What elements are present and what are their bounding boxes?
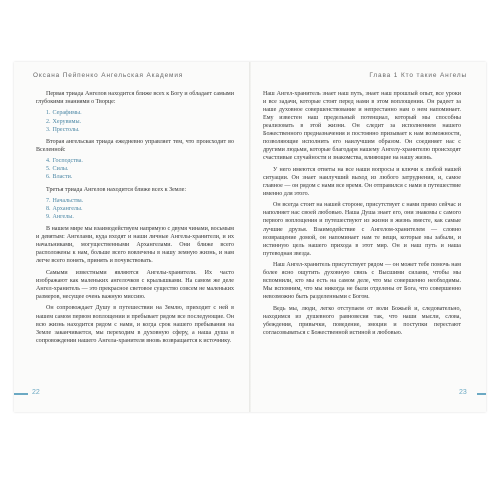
paragraph: Он сопровождает Душу в путешествии на Землю, приходит с ней в нашем самом первом воплощении и пребывает рядом все последующие. Он всю жизнь находится рядом с нами, и когда срок нашего пребывания на Земле заканчивается, мы переходим в духовную сферу, а наша душа в сопровождении нашего Ангела-хранителя вновь возвращается к источнику. xyxy=(36,305,234,344)
list-text: Господства. xyxy=(52,158,83,165)
right-page-text xyxy=(263,90,461,340)
list-text: Архангелы. xyxy=(52,206,83,213)
rank-list-item xyxy=(46,197,234,205)
rank-list xyxy=(36,109,234,133)
paragraph: Он всегда стоит на нашей стороне, присутствует с нами прямо сейчас и наполняет нас своей любовью. Наша Душа знает его, они знакомы с самого первого воплощения и путешествуют из жизни в жизнь вместе, как самые лучшие друзья. Взаимодействие с Ангелом-хранителем — словно возвращение домой, он напоминает нам те вещи, которые мы забыли, и истинную цель нашего прихода в этот мир. Он и наш путь и наша путеводная звезда. xyxy=(263,202,461,257)
rank-list-item xyxy=(46,157,234,165)
list-number: 8. xyxy=(46,206,51,213)
list-text: Ангелы. xyxy=(52,214,74,221)
rank-list xyxy=(36,157,234,181)
left-page-text xyxy=(36,90,234,348)
paragraph: Ведь мы, люди, легко отступаем от воли Божьей и, следовательно, находимся из душевного равновесия так, что наши мысли, слова, убеждения, привычки, поведение, эмоции и поступки перестают согласовываться с Божественной истиной и любовью. xyxy=(263,305,461,336)
paragraph: У него имеются ответы на все наши вопросы и ключи к любой нашей ситуации. Он знает наилучший выход из любого затруднения, и, самое главное — он рядом с нами все время. Он отправился с нами в путешествие именно для этого. xyxy=(263,166,461,197)
list-number: 3. xyxy=(46,126,51,133)
paragraph: Первая триада Ангелов находится ближе всех к Богу и обладает самыми глубокими знаниями о Творце: xyxy=(36,91,234,106)
rank-list-item xyxy=(46,173,234,181)
paragraph: Наш Ангел-хранитель знает наш путь, знает наш прошлый опыт, все уроки и все задачи, которые стоят перед нами в этом воплощении. Он радеет за наше духовное совершенствование и непрестанно нам о нем напоминает. Ему известен наш предельный потенциал, который мы способны реализовать в этой жизни. Он следит за исполнением нашего Божественного предназначения и постоянно призывает к нам возможности, позволяющие исполнить его наилучшим образом. Он соединяет нас с другими людьми, которые благодаря нашему Ангелу-хранителю происходят счастливые случайности и знакомства, влияющие на нашу жизнь. xyxy=(263,91,461,162)
list-number: 4. xyxy=(46,158,51,165)
page-number-right: 23 xyxy=(459,389,467,396)
paragraph: Вторая ангельская триада ежедневно управляет тем, что происходит во Вселенной: xyxy=(36,138,234,153)
paragraph: В нашем мире мы взаимодействуем напрямую с двумя чинами, восьмым и девятым: Ангелами, куда входят и наши личные Ангелы-хранители, и их начальниками, могущественными Архангелами. Они ближе всего расположены к нам, больше всего вовлечены в нашу земную жизнь, и нам легче всего понять, принять и почувствовать. xyxy=(36,226,234,265)
rank-list-item xyxy=(46,118,234,126)
rank-list-item xyxy=(46,165,234,173)
list-number: 1. xyxy=(46,110,51,117)
paragraph: Самыми известными являются Ангелы-хранители. Их часто изображают как маленьких ангелочков с крылышками. На самом же деле Ангел-хранитель — это прекрасное световое существо совсем не маленьких размеров, несущее очень важную миссию. xyxy=(36,269,234,301)
footer-rule-left xyxy=(14,393,28,395)
running-head-left: Оксана Пейпенко Ангельская Академия xyxy=(33,72,184,79)
list-text: Престолы. xyxy=(52,126,80,133)
list-number: 2. xyxy=(46,118,51,125)
rank-list xyxy=(36,197,234,221)
running-head-right: Глава 1 Кто такие Ангелы xyxy=(369,72,467,79)
rank-list-item xyxy=(46,213,234,221)
paragraph: Наш Ангел-хранитель присутствует рядом — он может тебе помочь нам более ясно ощутить духовную связь с Высшими силами, чтобы мы вспомнили, кто мы есть на самом деле, что мы совершенно необходимы. Мы вспомним, что мы никогда не были отделены от Бога, что совершенно невозможно быть разделенными с Богом. xyxy=(263,262,461,301)
list-text: Начальства. xyxy=(52,197,84,204)
list-number: 6. xyxy=(46,174,51,181)
list-text: Власти. xyxy=(52,174,73,181)
list-number: 7. xyxy=(46,197,51,204)
list-text: Серафимы. xyxy=(52,110,82,117)
list-text: Силы. xyxy=(52,166,69,173)
rank-list-item xyxy=(46,109,234,117)
footer-rule-right xyxy=(477,393,486,395)
list-number: 9. xyxy=(46,214,51,221)
list-number: 5. xyxy=(46,166,51,173)
list-text: Херувимы. xyxy=(52,118,82,125)
book-gutter xyxy=(249,62,251,412)
rank-list-item xyxy=(46,126,234,134)
paragraph: Третья триада Ангелов находится ближе всех к Земле: xyxy=(46,186,187,193)
rank-list-item xyxy=(46,205,234,213)
page-number-left: 22 xyxy=(32,389,40,396)
